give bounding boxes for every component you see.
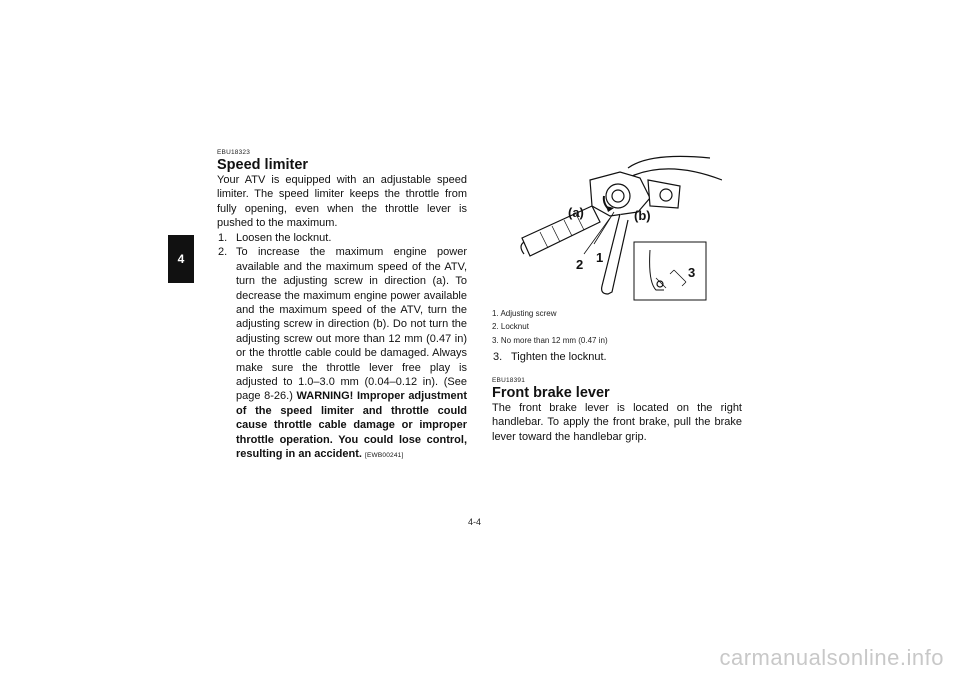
brake-cable-line — [628, 156, 710, 168]
intro-paragraph: Your ATV is equipped with an adjustable speed limiter. The speed limiter keeps the throttle from fully opening, even when the throttle lever is pushed to the maximum. — [217, 174, 467, 230]
warning-code: [EWB00241] — [364, 452, 404, 460]
handlebar-illustration — [510, 150, 722, 302]
callout-3-label: 3 — [688, 265, 696, 280]
callout-2-label: 2 — [576, 257, 584, 272]
step-number: 2. — [218, 246, 228, 259]
step-text: Tighten the locknut. — [511, 351, 607, 363]
watermark: carmanualsonline.info — [719, 645, 944, 670]
step-list — [217, 231, 467, 464]
list-item — [217, 231, 467, 245]
page-number: 4-4 — [468, 517, 482, 527]
step-list-continued — [492, 350, 742, 364]
step-body: To increase the maximum engine power available and the maximum speed of the ATV, turn the adjusting screw in direction (a). To decrease the maximum engine power available and the maximum speed of the ATV, turn the adjusting screw in direction (b). Do not turn the adjusting screw out more than 12 mm (0.47 in) or the throttle cable could be damaged. Always make sure the throttle lever free play is adjusted to 1.0–3.0 mm (0.04–0.12 in). (See page 8-26.) — [236, 246, 467, 403]
callout-1-label: 1 — [596, 250, 604, 265]
direction-b-label: (b) — [634, 208, 651, 223]
section-title: Speed limiter — [217, 157, 309, 173]
throttle-figure — [510, 150, 722, 302]
brake-paragraph: The front brake lever is located on the right handlebar. To apply the front brake, pull the brake lever toward the handlebar grip. — [492, 402, 742, 443]
direction-a-label: (a) — [568, 205, 584, 220]
step-number: 1. — [218, 232, 228, 244]
list-item — [217, 245, 467, 463]
caption-item: 3. No more than 12 mm (0.47 in) — [492, 335, 608, 345]
figure-captions — [492, 307, 742, 347]
throttle-cable-line — [632, 169, 722, 180]
chapter-tab: 4 — [168, 235, 194, 283]
step-number: 3. — [493, 351, 503, 363]
section-code: EBU18391 — [492, 377, 526, 384]
warning-text: WARNING! Improper adjustment of the speed limiter and throttle could cause throttle cable damage or improper throttle operation. You could lose control, resulting in an accident. — [236, 390, 467, 461]
step-text — [236, 245, 467, 463]
caption-item: 1. Adjusting screw — [492, 309, 557, 318]
list-item — [492, 350, 742, 364]
caption-item: 2. Locknut — [492, 322, 529, 332]
section-title: Front brake lever — [492, 385, 610, 401]
step-text: Loosen the locknut. — [236, 232, 332, 244]
section-code: EBU18323 — [217, 149, 251, 156]
